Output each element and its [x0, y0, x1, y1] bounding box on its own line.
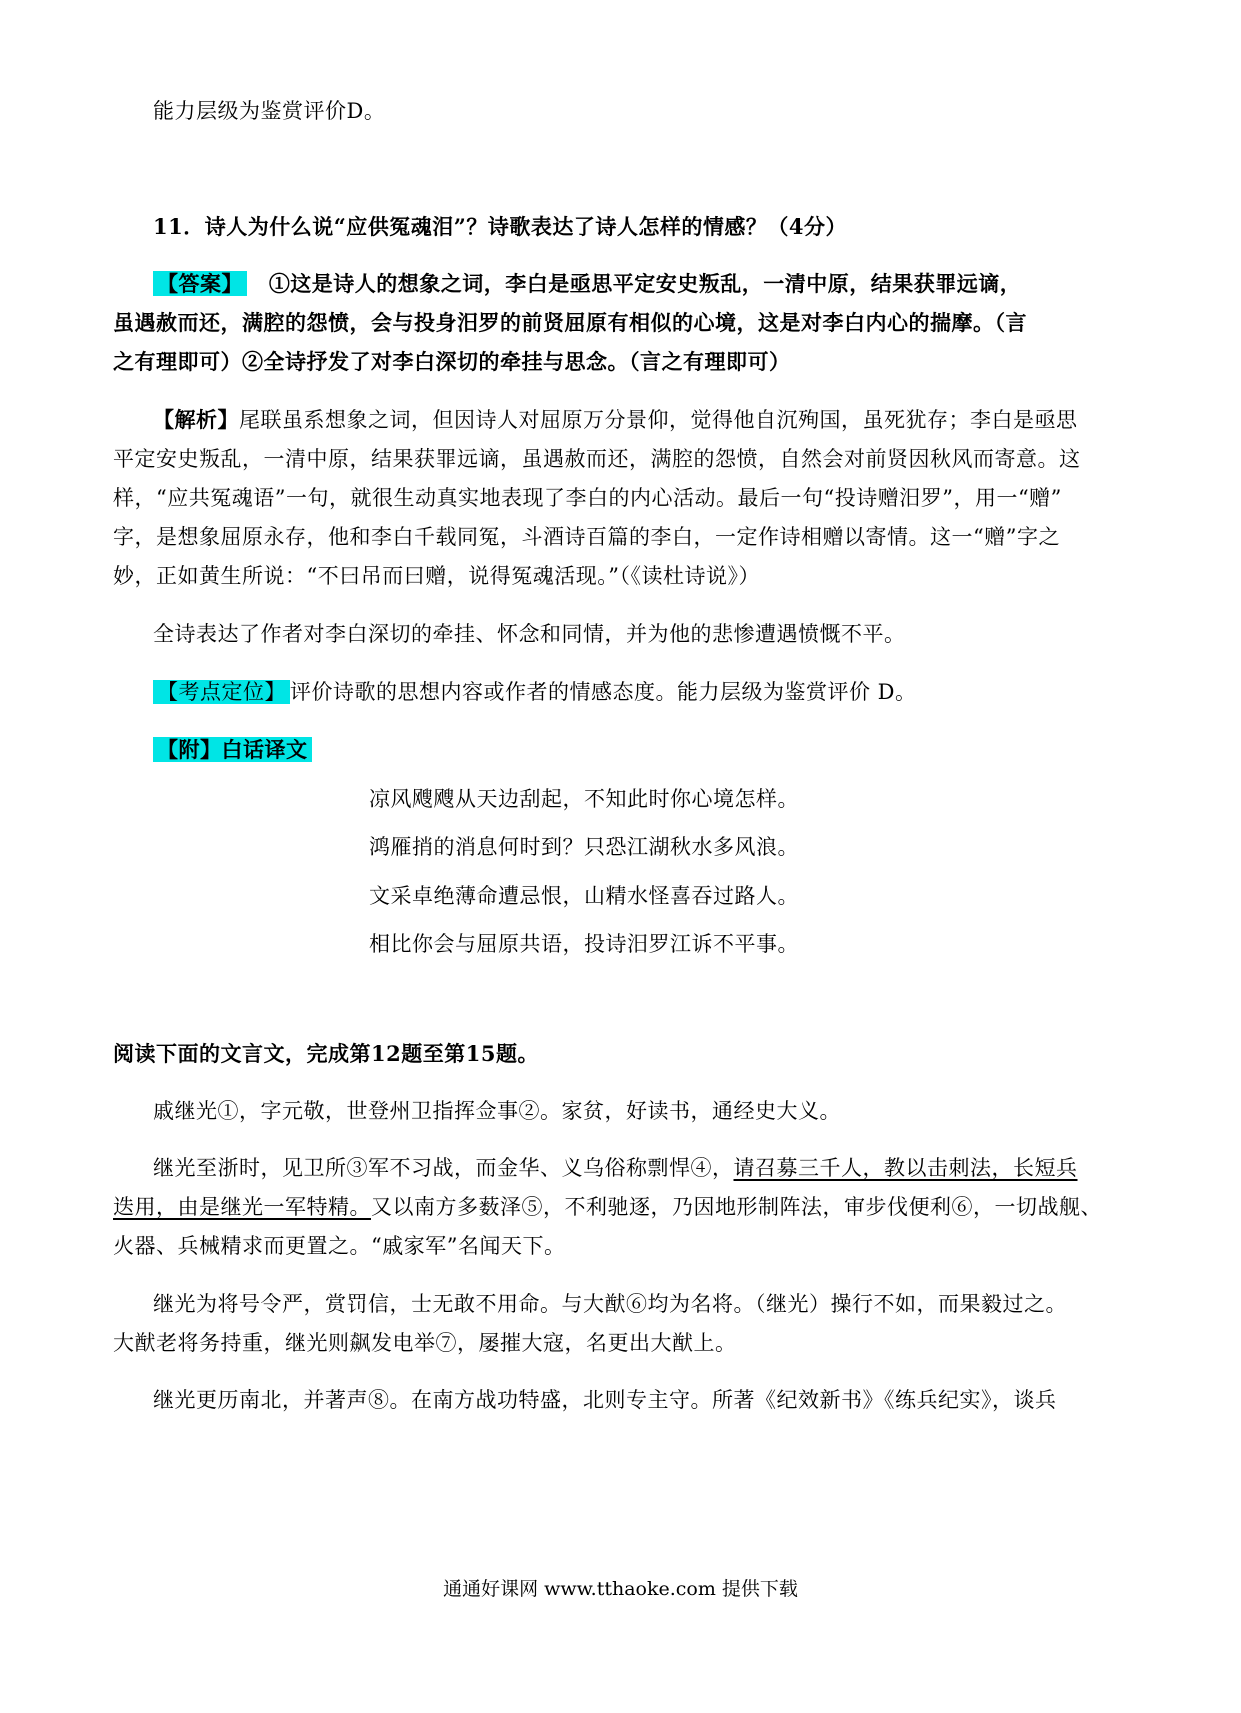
question-11: 11．诗人为什么说“应供冤魂泪”？诗歌表达了诗人怎样的情感？（4分）	[153, 214, 847, 239]
page-footer: 通通好课网 www.tthaoke.com 提供下载	[443, 1578, 798, 1600]
p2-text: 继光至浙时，见卫所③军不习战，而金华、义乌俗称剽悍④，	[153, 1156, 734, 1180]
fu-line	[153, 735, 312, 765]
fu-tag: 【附】白话译文	[153, 737, 312, 762]
passage-p4-line-1: 继光更历南北，并著声⑧。在南方战功特盛，北则专主守。所著《纪效新书》《练兵纪实》，谈兵	[153, 1388, 1057, 1412]
p2-underlined-text-2: 迭用，由是继光一军特精。	[113, 1195, 371, 1219]
analysis-line-3: 样，“应共冤魂语”一句，就很生动真实地表现了李白的内心活动。最后一句“投诗赠汨罗”，用一“赠”	[113, 486, 1062, 510]
passage-p2-line-2	[113, 1192, 1102, 1222]
passage-p3-line-2: 大猷老将务持重，继光则飙发电举⑦，屡摧大寇，名更出大猷上。	[113, 1331, 737, 1355]
passage-p2-line-3: 火器、兵械精求而更置之。“戚家军”名闻天下。	[113, 1234, 566, 1258]
answer-text: ①这是诗人的想象之词，李白是亟思平定安史叛乱，一清中原，结果获罪远谪，	[268, 271, 1022, 296]
answer-line-3: 之有理即可）②全诗抒发了对李白深切的牵挂与思念。（言之有理即可）	[113, 349, 791, 374]
translation-line-4: 相比你会与屈原共语，投诗汨罗江诉不平事。	[369, 932, 799, 956]
analysis-line-5: 妙，正如黄生所说：“不曰吊而曰赠，说得冤魂活现。”（《读杜诗说》）	[113, 564, 760, 588]
answer-line-2: 虽遇赦而还，满腔的怨愤，会与投身汨罗的前贤屈原有相似的心境，这是对李白内心的揣摩。（言	[113, 310, 1027, 335]
analysis-line-1	[153, 405, 1078, 435]
passage-intro: 阅读下面的文言文，完成第12题至第15题。	[113, 1041, 539, 1066]
passage-p3-line-1: 继光为将号令严，赏罚信，士无敢不用命。与大猷⑥均为名将。（继光）操行不如，而果毅过之。	[153, 1292, 1067, 1316]
kaodian-text: 评价诗歌的思想内容或作者的情感态度。能力层级为鉴赏评价 D。	[290, 680, 917, 704]
translation-line-1: 凉风飕飕从天边刮起，不知此时你心境怎样。	[369, 787, 799, 811]
top-line: 能力层级为鉴赏评价D。	[153, 99, 386, 123]
translation-line-2: 鸿雁捎的消息何时到？只恐江湖秋水多风浪。	[369, 835, 799, 859]
kaodian-line	[153, 677, 917, 707]
p2-underlined-text: 请召募三千人，教以击刺法，长短兵	[733, 1156, 1078, 1180]
answer-tag: 【答案】	[153, 271, 247, 296]
p2-text-2: 又以南方多薮泽⑤，不利驰逐，乃因地形制阵法，审步伐便利⑥，一切战舰、	[371, 1195, 1102, 1219]
passage-p2-line-1	[153, 1153, 1078, 1183]
analysis-line-4: 字，是想象屈原永存，他和李白千载同冤，斗酒诗百篇的李白，一定作诗相赠以寄情。这一“赠”字之	[113, 525, 1060, 549]
passage-p1: 戚继光①，字元敬，世登州卫指挥佥事②。家贫，好读书，通经史大义。	[153, 1099, 841, 1123]
translation-line-3: 文采卓绝薄命遭忌恨，山精水怪喜吞过路人。	[369, 884, 799, 908]
answer-line-1	[153, 269, 1021, 299]
analysis-tag: 【解析】	[153, 407, 239, 432]
summary-line: 全诗表达了作者对李白深切的牵挂、怀念和同情，并为他的悲惨遭遇愤慨不平。	[153, 622, 906, 646]
analysis-line-2: 平定安史叛乱，一清中原，结果获罪远谪，虽遇赦而还，满腔的怨愤，自然会对前贤因秋风而寄意。这	[113, 447, 1081, 471]
kaodian-tag: 【考点定位】	[153, 680, 290, 704]
analysis-text: 尾联虽系想象之词，但因诗人对屈原万分景仰，觉得他自沉殉国，虽死犹存；李白是亟思	[239, 408, 1078, 432]
